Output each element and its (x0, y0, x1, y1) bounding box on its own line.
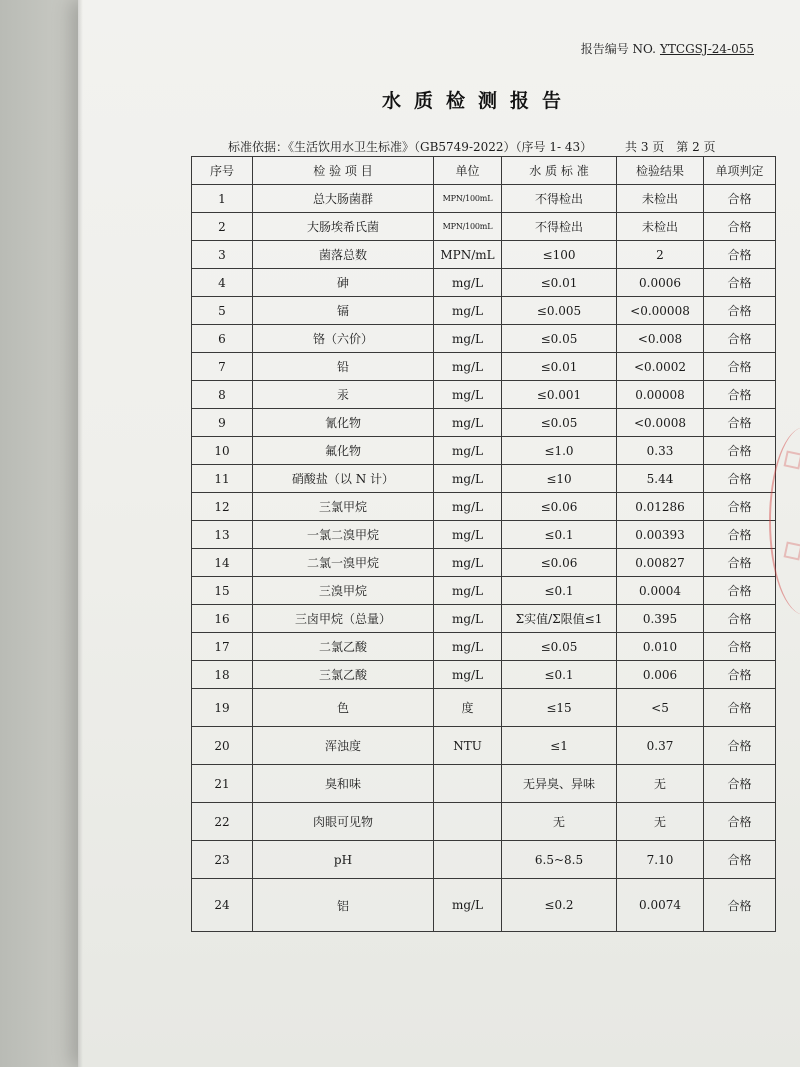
table-row (192, 689, 776, 727)
row-judgment: 合格 (704, 689, 776, 727)
row-standard: ≤0.05 (502, 325, 617, 353)
row-unit (434, 841, 502, 879)
row-result: 未检出 (617, 213, 704, 241)
row-standard: ≤0.05 (502, 633, 617, 661)
row-seq: 24 (192, 879, 253, 932)
row-unit: mg/L (434, 577, 502, 605)
table-row (192, 879, 776, 932)
report-number-label: 报告编号 NO. (580, 42, 656, 56)
row-item: pH (253, 841, 434, 879)
table-row (192, 409, 776, 437)
table-row (192, 765, 776, 803)
row-standard: ≤0.01 (502, 353, 617, 381)
row-judgment: 合格 (704, 297, 776, 325)
row-result: 0.00827 (617, 549, 704, 577)
row-unit: mg/L (434, 879, 502, 932)
row-standard: ≤0.05 (502, 409, 617, 437)
row-result: 0.37 (617, 727, 704, 765)
row-judgment: 合格 (704, 577, 776, 605)
row-item: 铬（六价） (253, 325, 434, 353)
row-seq: 4 (192, 269, 253, 297)
row-standard: ≤10 (502, 465, 617, 493)
table-row (192, 633, 776, 661)
row-unit: mg/L (434, 605, 502, 633)
row-standard: ≤0.005 (502, 297, 617, 325)
row-result: <0.008 (617, 325, 704, 353)
row-judgment: 合格 (704, 879, 776, 932)
row-result: 0.010 (617, 633, 704, 661)
row-item: 铅 (253, 353, 434, 381)
table-row (192, 353, 776, 381)
row-seq: 14 (192, 549, 253, 577)
report-number-value: YTCGSJ-24-055 (659, 42, 754, 56)
row-result: 0.00393 (617, 521, 704, 549)
row-unit (434, 803, 502, 841)
header-unit: 单位 (434, 157, 502, 185)
row-unit: mg/L (434, 493, 502, 521)
row-seq: 22 (192, 803, 253, 841)
row-judgment: 合格 (704, 633, 776, 661)
row-item: 二氯一溴甲烷 (253, 549, 434, 577)
row-standard: 无 (502, 803, 617, 841)
row-judgment: 合格 (704, 465, 776, 493)
row-judgment: 合格 (704, 727, 776, 765)
table-row (192, 521, 776, 549)
row-seq: 6 (192, 325, 253, 353)
row-result: 0.006 (617, 661, 704, 689)
row-item: 浑浊度 (253, 727, 434, 765)
row-standard: ≤15 (502, 689, 617, 727)
row-judgment: 合格 (704, 353, 776, 381)
row-result: 0.0074 (617, 879, 704, 932)
row-seq: 1 (192, 185, 253, 213)
row-standard: Σ实值/Σ限值≤1 (502, 605, 617, 633)
page-shadow (78, 0, 83, 1067)
row-result: 0.01286 (617, 493, 704, 521)
row-standard: ≤100 (502, 241, 617, 269)
row-seq: 10 (192, 437, 253, 465)
row-result: 7.10 (617, 841, 704, 879)
row-judgment: 合格 (704, 549, 776, 577)
row-seq: 18 (192, 661, 253, 689)
row-standard: 无异臭、异味 (502, 765, 617, 803)
row-judgment: 合格 (704, 841, 776, 879)
row-seq: 11 (192, 465, 253, 493)
row-unit: mg/L (434, 437, 502, 465)
row-standard: ≤0.1 (502, 661, 617, 689)
row-seq: 20 (192, 727, 253, 765)
row-seq: 9 (192, 409, 253, 437)
table-row (192, 269, 776, 297)
row-judgment: 合格 (704, 605, 776, 633)
row-seq: 16 (192, 605, 253, 633)
table-header-row (192, 157, 776, 185)
header-seq: 序号 (192, 157, 253, 185)
row-result: 5.44 (617, 465, 704, 493)
row-seq: 13 (192, 521, 253, 549)
row-item: 三氯甲烷 (253, 493, 434, 521)
table-row (192, 325, 776, 353)
row-seq: 3 (192, 241, 253, 269)
row-standard: ≤0.1 (502, 521, 617, 549)
row-result: 无 (617, 765, 704, 803)
row-judgment: 合格 (704, 241, 776, 269)
row-seq: 17 (192, 633, 253, 661)
row-standard: ≤1.0 (502, 437, 617, 465)
header-result: 检验结果 (617, 157, 704, 185)
row-unit: mg/L (434, 409, 502, 437)
row-seq: 21 (192, 765, 253, 803)
header-standard: 水 质 标 准 (502, 157, 617, 185)
row-unit: 度 (434, 689, 502, 727)
page-info: 共 3 页 第 2 页 (625, 140, 716, 154)
row-judgment: 合格 (704, 803, 776, 841)
table-row (192, 605, 776, 633)
row-item: 肉眼可见物 (253, 803, 434, 841)
row-standard: ≤1 (502, 727, 617, 765)
row-item: 砷 (253, 269, 434, 297)
row-seq: 12 (192, 493, 253, 521)
row-item: 臭和味 (253, 765, 434, 803)
table-row (192, 549, 776, 577)
row-judgment: 合格 (704, 661, 776, 689)
row-judgment: 合格 (704, 325, 776, 353)
table-row (192, 465, 776, 493)
row-result: <0.0002 (617, 353, 704, 381)
row-result: <5 (617, 689, 704, 727)
row-judgment: 合格 (704, 213, 776, 241)
row-unit: mg/L (434, 661, 502, 689)
table-row (192, 803, 776, 841)
row-unit (434, 765, 502, 803)
table-row (192, 185, 776, 213)
row-unit: mg/L (434, 297, 502, 325)
row-item: 大肠埃希氏菌 (253, 213, 434, 241)
row-item: 一氯二溴甲烷 (253, 521, 434, 549)
row-result: 无 (617, 803, 704, 841)
row-unit: mg/L (434, 633, 502, 661)
row-seq: 7 (192, 353, 253, 381)
row-unit: mg/L (434, 325, 502, 353)
row-result: 0.33 (617, 437, 704, 465)
row-standard: ≤0.001 (502, 381, 617, 409)
table-row (192, 577, 776, 605)
table-row (192, 437, 776, 465)
row-unit: NTU (434, 727, 502, 765)
row-seq: 15 (192, 577, 253, 605)
row-result: <0.0008 (617, 409, 704, 437)
row-unit: MPN/100mL (434, 185, 502, 213)
row-item: 二氯乙酸 (253, 633, 434, 661)
report-number (544, 40, 754, 57)
row-result: 0.00008 (617, 381, 704, 409)
report-page (78, 0, 800, 1067)
row-seq: 5 (192, 297, 253, 325)
row-item: 三溴甲烷 (253, 577, 434, 605)
row-judgment: 合格 (704, 521, 776, 549)
row-seq: 8 (192, 381, 253, 409)
report-title: 水质检测报告 (381, 90, 574, 112)
row-seq: 2 (192, 213, 253, 241)
table-row (192, 493, 776, 521)
row-item: 镉 (253, 297, 434, 325)
row-result: 0.395 (617, 605, 704, 633)
row-item: 氟化物 (253, 437, 434, 465)
table-row (192, 661, 776, 689)
row-standard: ≤0.06 (502, 493, 617, 521)
row-standard: 不得检出 (502, 213, 617, 241)
row-result: <0.00008 (617, 297, 704, 325)
table-row (192, 841, 776, 879)
row-judgment: 合格 (704, 409, 776, 437)
row-result: 2 (617, 241, 704, 269)
row-seq: 19 (192, 689, 253, 727)
table-row (192, 381, 776, 409)
row-judgment: 合格 (704, 381, 776, 409)
row-result: 未检出 (617, 185, 704, 213)
row-seq: 23 (192, 841, 253, 879)
header-judgment: 单项判定 (704, 157, 776, 185)
row-item: 三卤甲烷（总量） (253, 605, 434, 633)
row-judgment: 合格 (704, 269, 776, 297)
row-unit: mg/L (434, 353, 502, 381)
row-item: 铝 (253, 879, 434, 932)
row-item: 汞 (253, 381, 434, 409)
row-item: 色 (253, 689, 434, 727)
row-result: 0.0004 (617, 577, 704, 605)
row-item: 氰化物 (253, 409, 434, 437)
row-unit: MPN/mL (434, 241, 502, 269)
table-row (192, 297, 776, 325)
water-quality-table (191, 156, 776, 932)
table-row (192, 213, 776, 241)
row-item: 菌落总数 (253, 241, 434, 269)
row-item: 硝酸盐（以 N 计） (253, 465, 434, 493)
standard-basis: 标准依据：《生活饮用水卫生标准》（GB5749-2022）（序号 1- 43） (228, 140, 593, 154)
row-standard: 6.5~8.5 (502, 841, 617, 879)
row-standard: ≤0.2 (502, 879, 617, 932)
table-row (192, 241, 776, 269)
row-standard: ≤0.01 (502, 269, 617, 297)
row-unit: mg/L (434, 521, 502, 549)
header-item: 检 验 项 目 (253, 157, 434, 185)
row-judgment: 合格 (704, 765, 776, 803)
row-result: 0.0006 (617, 269, 704, 297)
row-unit: mg/L (434, 549, 502, 577)
row-judgment: 合格 (704, 185, 776, 213)
row-unit: mg/L (434, 465, 502, 493)
row-judgment: 合格 (704, 437, 776, 465)
row-standard: ≤0.1 (502, 577, 617, 605)
row-item: 三氯乙酸 (253, 661, 434, 689)
row-unit: mg/L (434, 381, 502, 409)
table-row (192, 727, 776, 765)
row-judgment: 合格 (704, 493, 776, 521)
row-item: 总大肠菌群 (253, 185, 434, 213)
row-standard: ≤0.06 (502, 549, 617, 577)
row-standard: 不得检出 (502, 185, 617, 213)
row-unit: mg/L (434, 269, 502, 297)
row-unit: MPN/100mL (434, 213, 502, 241)
